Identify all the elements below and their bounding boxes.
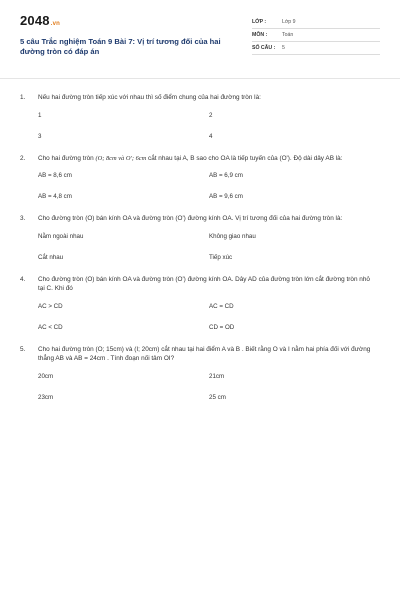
meta-value: 5	[282, 45, 285, 51]
answer-option[interactable]: Tiếp xúc	[209, 253, 233, 261]
answer-option[interactable]: Cắt nhau	[38, 253, 64, 261]
question-body	[38, 154, 380, 164]
question-body: Cho đường tròn (O) bán kính OA và đường tròn (O') đường kính OA. Dây AD của đường tròn lớn cắt đường tròn nhỏ tại C. Khi đó	[38, 275, 370, 292]
answer-option[interactable]: 1	[38, 111, 42, 119]
answer-option[interactable]: 21cm	[209, 372, 225, 380]
question-2	[20, 154, 380, 202]
logo-text: 2048	[20, 13, 50, 28]
answer-option[interactable]: AC = CD	[209, 302, 234, 310]
question-number: 2.	[20, 154, 26, 162]
question-text	[20, 275, 380, 294]
brand	[20, 14, 230, 57]
question-list	[20, 93, 380, 402]
meta-row-subject	[252, 29, 380, 42]
math-expression: (O; 8cm và O′; 6cm	[95, 154, 147, 162]
question-body: Nếu hai đường tròn tiếp xúc với nhau thì số điểm chung của hai đường tròn là:	[38, 94, 261, 101]
answer-option[interactable]: AC > CD	[38, 302, 63, 310]
question-3	[20, 214, 380, 262]
question-body-part: Cho hai đường tròn	[38, 154, 96, 162]
answer-option[interactable]: 25 cm	[209, 393, 226, 401]
answer-option[interactable]: 3	[38, 132, 42, 140]
question-4	[20, 275, 380, 332]
answer-option[interactable]: AB = 6,9 cm	[209, 172, 243, 179]
meta-info	[252, 16, 380, 55]
meta-value: Toán	[282, 32, 294, 38]
answer-option[interactable]: Nằm ngoài nhau	[38, 232, 84, 240]
header-divider	[0, 78, 400, 79]
answer-options	[38, 373, 380, 402]
meta-row-class	[252, 16, 380, 29]
question-5	[20, 345, 380, 402]
question-number: 4.	[20, 275, 26, 283]
answer-option[interactable]: AC < CD	[38, 323, 63, 331]
question-number: 3.	[20, 215, 26, 222]
question-body: Cho hai đường tròn (O; 15cm) và (I; 20cm) cắt nhau tại hai điểm A và B . Biết rằng O và I nằm hai phía đối với đường thẳng AB và AB = 24cm . Tính đoạn nối tâm OI?	[38, 345, 371, 362]
site-logo[interactable]	[20, 14, 230, 31]
question-body-part: cắt nhau tại A, B sao cho OA là tiếp tuyến của (O'). Độ dài dây AB là:	[146, 154, 343, 162]
question-text	[20, 93, 380, 103]
answer-option[interactable]: 4	[209, 132, 213, 140]
answer-option[interactable]: AB = 8,6 cm	[38, 172, 72, 179]
header	[20, 14, 380, 72]
meta-key: SỐ CÂU :	[252, 45, 276, 51]
answer-option[interactable]: AB = 9,6 cm	[209, 193, 243, 200]
answer-option[interactable]: 2	[209, 111, 213, 119]
question-text	[20, 154, 380, 164]
meta-key: LỚP :	[252, 19, 267, 25]
question-text	[20, 214, 380, 224]
question-1	[20, 93, 380, 141]
page-title: 5 câu Trắc nghiệm Toán 9 Bài 7: Vị trí tương đối của hai đường tròn có đáp án	[20, 37, 221, 56]
answer-options	[38, 172, 380, 201]
answer-options	[38, 112, 380, 141]
answer-option[interactable]: 20cm	[38, 372, 54, 380]
answer-option[interactable]: 23cm	[38, 393, 54, 401]
answer-option[interactable]: Không giao nhau	[209, 232, 256, 240]
meta-row-count	[252, 42, 380, 55]
answer-options	[38, 233, 380, 262]
logo-suffix: .vn	[50, 21, 61, 27]
answer-options	[38, 303, 380, 332]
question-number: 1.	[20, 94, 26, 101]
answer-option[interactable]: CD = OD	[209, 323, 235, 331]
answer-option[interactable]: AB = 4,8 cm	[38, 193, 72, 200]
meta-key: MÔN :	[252, 32, 268, 38]
question-body: Cho đường tròn (O) bán kính OA và đường tròn (O') đường kính OA. Vị trí tương đối của hai đường tròn là:	[38, 215, 343, 222]
meta-value: Lớp 9	[282, 19, 296, 25]
question-number: 5.	[20, 345, 26, 353]
question-text	[20, 345, 380, 364]
